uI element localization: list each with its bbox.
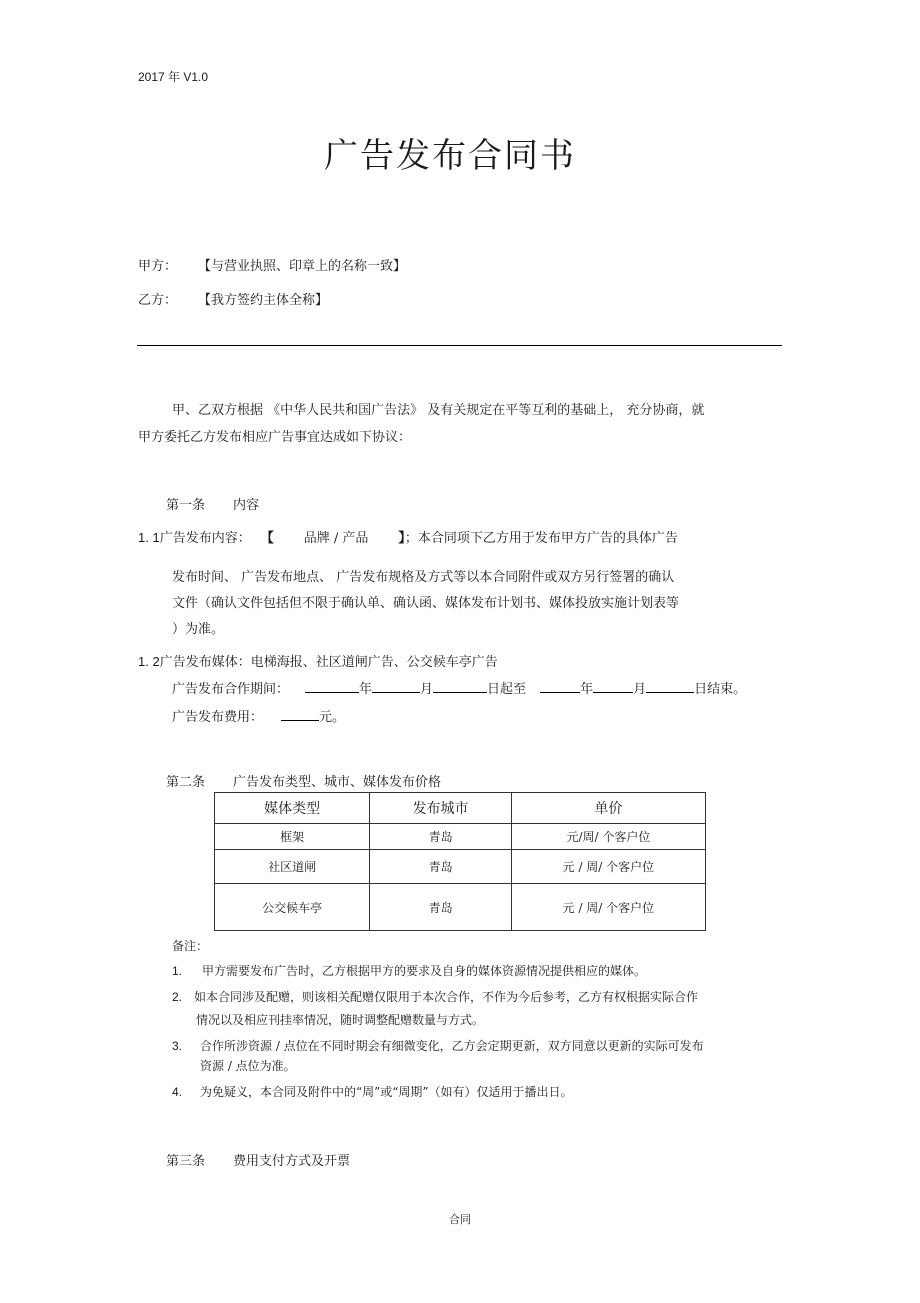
party-a-value: 【与营业执照、印章上的名称一致】 (198, 259, 407, 274)
document-title (0, 128, 920, 177)
media-price-table (214, 792, 706, 931)
article-2-title: 广告发布类型、城市、媒体发布价格 (233, 775, 442, 790)
page-footer: 合同 (449, 1213, 471, 1226)
notes-heading: 备注： (172, 939, 209, 953)
table-header-row (215, 793, 706, 824)
end-year-blank[interactable] (540, 680, 580, 693)
table-row (215, 884, 706, 931)
fee-amount-blank[interactable] (281, 708, 319, 721)
note-continuation: 资源 / 点位为准。 (200, 1059, 296, 1073)
note-number: 1. (172, 964, 183, 978)
fee-label: 广告发布费用： (172, 710, 264, 725)
party-b (138, 289, 328, 308)
note-item (172, 1083, 573, 1100)
fee-unit: 元。 (319, 710, 346, 725)
table-cell: 社区道闸 (215, 850, 370, 884)
document-title-text: 广告发布合同书 (324, 136, 576, 176)
note-text: 甲方需要发布广告时，乙方根据甲方的要求及自身的媒体资源情况提供相应的媒体。 (202, 964, 647, 978)
end-year-unit: 年 (580, 682, 594, 697)
end-month-unit: 月 (633, 682, 647, 697)
period-label: 广告发布合作期间： (172, 682, 290, 697)
clause-1-1-label: 广告发布内容： (159, 531, 251, 546)
table-cell: 青岛 (370, 824, 511, 850)
start-year-unit: 年 (359, 682, 373, 697)
version-label: 2017 年 V1.0 (138, 70, 209, 84)
brand-product-placeholder: 品牌 / 产品 (303, 531, 369, 546)
clause-1-1-line-4: ）为准。 (172, 622, 225, 637)
clause-1-1-number: 1. 1 (138, 530, 160, 545)
clause-1-2-label: 广告发布媒体： (159, 655, 251, 670)
note-text: 如本合同涉及配赠，则该相关配赠仅限用于本次合作，不作为今后参考，乙方有权根据实际合作 (194, 990, 699, 1004)
note-number: 3. (172, 1039, 183, 1053)
column-header: 媒体类型 (215, 793, 370, 824)
article-1-title: 内容 (233, 498, 260, 513)
party-b-value: 【我方签约主体全称】 (198, 293, 329, 308)
table-cell: 框架 (215, 824, 370, 850)
clause-1-1-rest: ；本合同项下乙方用于发布甲方广告的具体广告 (404, 531, 678, 546)
start-day-unit: 日起至 (487, 682, 527, 697)
horizontal-divider (137, 345, 782, 346)
article-3-heading (166, 1150, 350, 1169)
party-b-label: 乙方： (138, 293, 178, 308)
note-number: 4. (172, 1085, 183, 1099)
table-cell: 公交候车亭 (215, 884, 370, 931)
bracket-close: 】 (398, 530, 405, 545)
end-day-unit: 日结束。 (694, 682, 747, 697)
note-item (172, 962, 646, 979)
table-cell: 青岛 (370, 884, 511, 931)
note-item (172, 988, 698, 1005)
article-2-heading (166, 771, 441, 790)
end-month-blank[interactable] (593, 680, 633, 693)
column-header: 单价 (511, 793, 705, 824)
start-year-blank[interactable] (305, 680, 359, 693)
end-day-blank[interactable] (646, 680, 694, 693)
bracket-open: 【 (260, 530, 274, 545)
party-a-label: 甲方： (138, 259, 178, 274)
note-text: 合作所涉资源 / 点位在不同时期会有细微变化，乙方会定期更新，双方同意以更新的实际可发布 (200, 1039, 704, 1053)
table-row (215, 850, 706, 884)
clause-1-2-value: 电梯海报、社区道闸广告、公交候车亭广告 (250, 655, 498, 670)
note-number: 2. (172, 990, 183, 1004)
start-month-blank[interactable] (372, 680, 420, 693)
table-cell: 元 / 周/ 个客户位 (511, 850, 705, 884)
note-item (172, 1037, 704, 1054)
table-cell: 元/周/ 个客户位 (511, 824, 705, 850)
clause-1-1-line-2: 发布时间、 广告发布地点、 广告发布规格及方式等以本合同附件或双方另行签署的确认 (172, 570, 675, 585)
article-3-title: 费用支付方式及开票 (233, 1154, 351, 1169)
party-a (138, 255, 406, 274)
note-text: 为免疑义，本合同及附件中的“周”或“周期”（如有）仅适用于播出日。 (200, 1085, 573, 1099)
start-month-unit: 月 (420, 682, 434, 697)
table-row (215, 824, 706, 850)
column-header: 发布城市 (370, 793, 511, 824)
article-1-heading (166, 494, 259, 513)
clause-1-2 (138, 651, 498, 670)
clause-1-1 (138, 527, 678, 546)
clause-1-1-line-3: 文件（确认文件包括但不限于确认单、确认函、媒体发布计划书、媒体投放实施计划表等 (172, 596, 680, 611)
table-cell: 青岛 (370, 850, 511, 884)
intro-line-1: 甲、乙双方根据 《中华人民共和国广告法》 及有关规定在平等互利的基础上， 充分协商，就 (172, 403, 705, 418)
article-1-number: 第一条 (166, 498, 206, 513)
note-continuation: 情况以及相应刊挂率情况，随时调整配赠数量与方式。 (196, 1013, 485, 1027)
clause-1-2-number: 1. 2 (138, 654, 160, 669)
cooperation-period (172, 678, 746, 697)
article-2-number: 第二条 (166, 775, 206, 790)
start-day-blank[interactable] (433, 680, 487, 693)
advertising-fee (172, 706, 345, 725)
intro-line-2: 甲方委托乙方发布相应广告事宜达成如下协议： (138, 430, 412, 445)
article-3-number: 第三条 (166, 1154, 206, 1169)
table-cell: 元 / 周/ 个客户位 (511, 884, 705, 931)
